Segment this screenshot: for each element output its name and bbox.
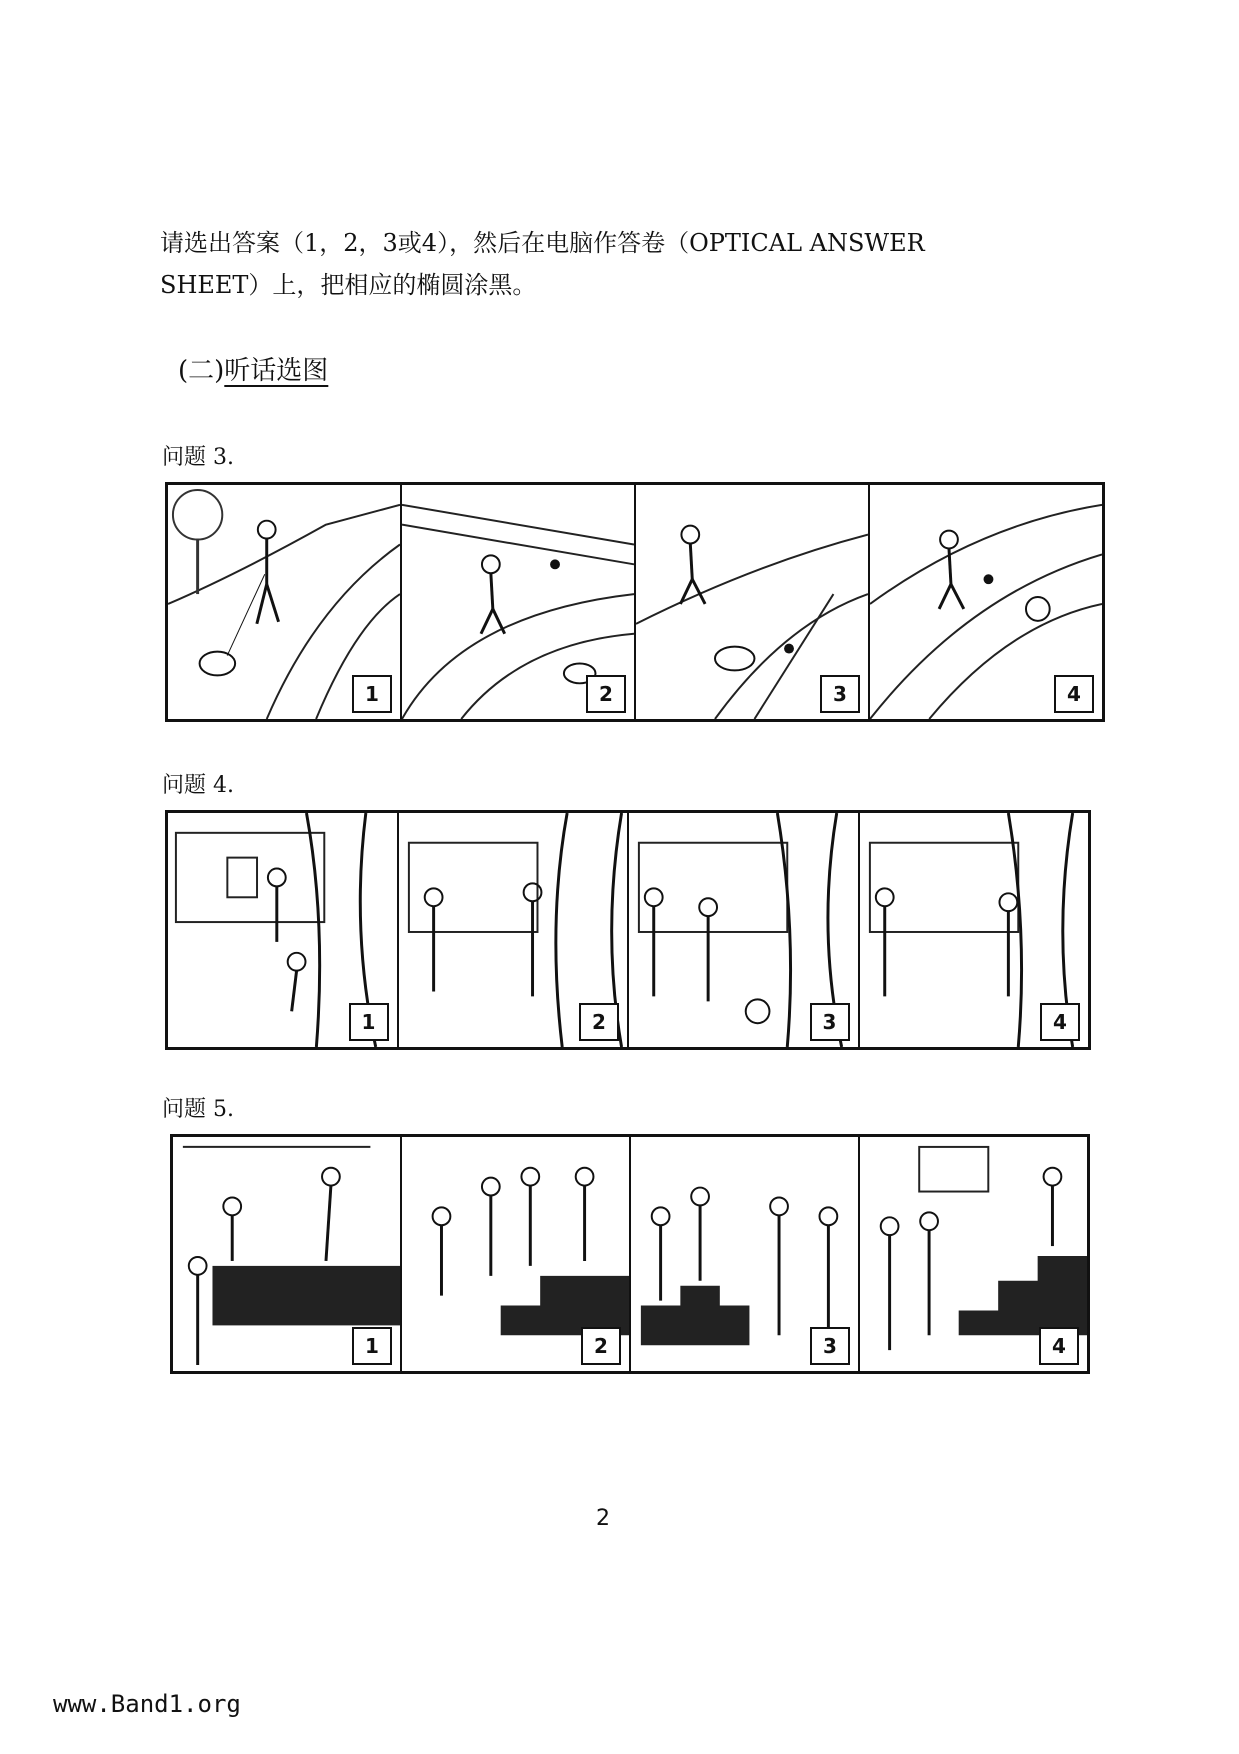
q3-panel-1[interactable] [168, 485, 402, 719]
q5-panel-3[interactable] [631, 1137, 860, 1371]
q5-option-3: 3 [810, 1327, 850, 1365]
question-3-picture-strip [165, 482, 1105, 722]
section-prefix: (二) [178, 356, 225, 386]
q4-panel-4[interactable] [860, 813, 1089, 1047]
instructions-line-1: 请选出答案（1，2，3或4），然后在电脑作答卷（OPTICAL ANSWER [160, 229, 925, 257]
q5-panel-2[interactable] [402, 1137, 631, 1371]
q3-option-2: 2 [586, 675, 626, 713]
instructions-line-2: SHEET）上，把相应的椭圆涂黑。 [160, 271, 537, 299]
section-title: 听话选图 [224, 356, 329, 386]
q4-option-2: 2 [579, 1003, 619, 1041]
q4-option-3: 3 [810, 1003, 850, 1041]
q4-option-4: 4 [1040, 1003, 1080, 1041]
q5-option-4: 4 [1039, 1327, 1079, 1365]
q5-option-2: 2 [581, 1327, 621, 1365]
q3-option-4: 4 [1054, 675, 1094, 713]
q3-panel-4[interactable] [870, 485, 1102, 719]
question-4-label: 问题 4. [162, 773, 234, 798]
q4-panel-3[interactable] [629, 813, 860, 1047]
question-5-label: 问题 5. [162, 1097, 234, 1122]
footer-url[interactable]: www.Band1.org [53, 1690, 241, 1718]
q3-option-1: 1 [352, 675, 392, 713]
question-4-picture-strip [165, 810, 1091, 1050]
q3-option-3: 3 [820, 675, 860, 713]
q5-option-1: 1 [352, 1327, 392, 1365]
q5-panel-4[interactable] [860, 1137, 1087, 1371]
q3-panel-3[interactable] [636, 485, 870, 719]
q4-option-1: 1 [349, 1003, 389, 1041]
instructions [160, 222, 1060, 306]
q3-panel-2[interactable] [402, 485, 636, 719]
q4-panel-1[interactable] [168, 813, 399, 1047]
question-5-picture-strip [170, 1134, 1090, 1374]
page-number: 2 [596, 1506, 610, 1531]
question-3-label: 问题 3. [162, 445, 234, 470]
q5-panel-1[interactable] [173, 1137, 402, 1371]
q4-panel-2[interactable] [399, 813, 630, 1047]
section-heading [178, 350, 328, 387]
